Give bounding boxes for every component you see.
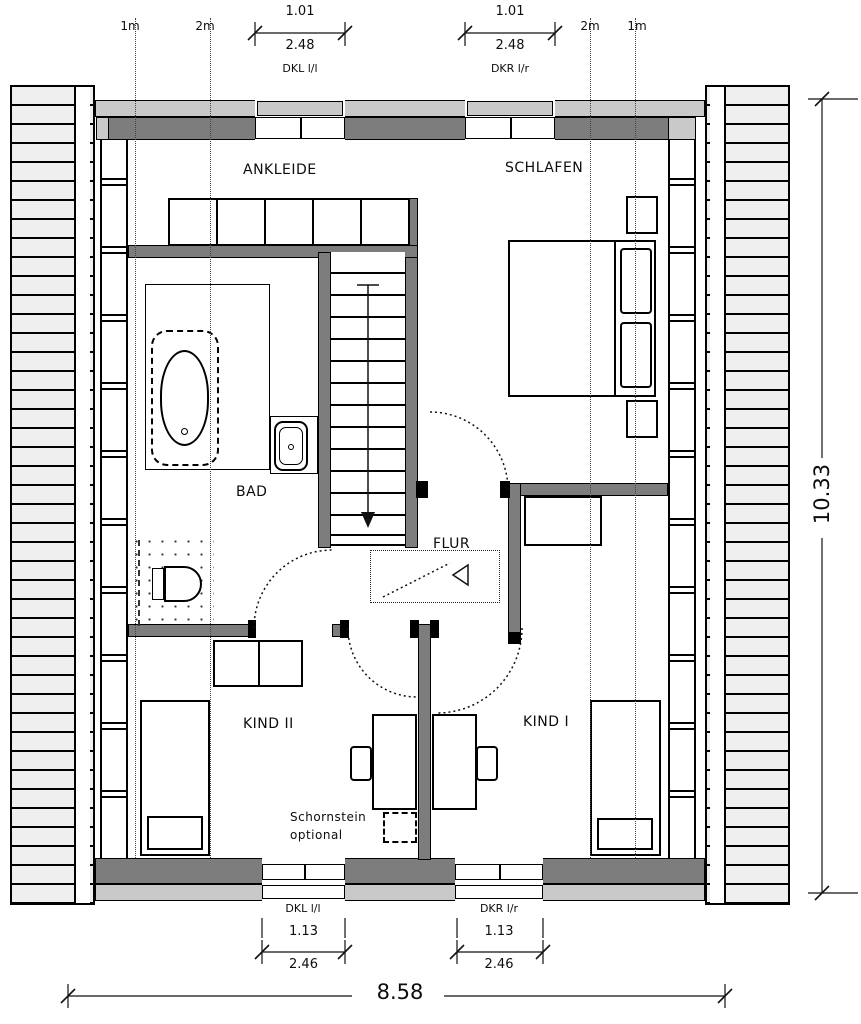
roof-gap-right [710,87,726,903]
dim-top-left-total: 2.48 [285,38,315,53]
wall-schlafen-kind1 [508,483,668,496]
dim-bottom-left-width: 1.13 [289,924,318,939]
desk-kind2 [372,714,417,810]
chimney-note-line1: Schornstein [290,810,367,824]
desk-kind1 [432,714,477,810]
window-top-right [465,100,555,140]
chair-kind1 [476,746,498,781]
nightstand [626,400,658,438]
wall-bad-kind2 [128,624,255,637]
knee-height-dashed-line [138,540,140,626]
height-line-1m-right [635,18,636,858]
door-post [248,620,256,638]
window-mullion [510,118,512,138]
flur-void-marker [370,550,500,603]
pillow-kind1 [597,818,653,850]
door-post [508,632,521,644]
room-label-ankleide: ANKLEIDE [243,162,317,178]
nightstand [626,196,658,234]
window-opening [455,864,543,880]
door-post [416,481,428,498]
bottom-wall-outer-band [95,884,705,901]
window-bottom-left [262,858,345,901]
bed-pillow [620,248,652,314]
toilet [164,566,202,602]
window-opening [262,864,345,880]
door-post [430,620,439,638]
top-wall-inner-band [108,117,678,140]
room-label-bad: BAD [236,484,268,500]
room-label-flur: FLUR [433,536,471,552]
top-wall-outer-band [95,100,705,117]
bathtub-drain-icon [181,428,188,435]
top-wall-corner-left [96,117,109,140]
roof-gap-left [74,87,90,903]
window-label-top-left: DKL l/l [282,62,318,75]
roof-hatch-left [10,85,95,905]
dim-top-left-width: 1.01 [285,4,315,19]
washbasin-drain-icon [288,444,294,450]
wall-flur-kind1 [508,483,521,641]
bottom-wall-inner-band [95,858,705,884]
room-label-schlafen: SCHLAFEN [505,160,584,176]
chimney-note-line2: optional [290,828,343,842]
height-marker-2m-right: 2m [580,19,600,33]
roof-hatch-right [705,85,790,905]
door-arc-kind2 [348,628,417,697]
stair-landing-edge [331,534,405,546]
staircase [331,252,405,536]
window-mullion [499,865,501,879]
wardrobe-cell [266,200,314,244]
knee-wall-right [668,118,696,858]
door-arc-schlafen [430,412,508,490]
window-opening [255,117,345,139]
window-label-top-right: DKR l/r [490,62,530,75]
toilet-tank [152,568,164,600]
wardrobe-cell [362,200,408,244]
window-top-left [255,100,345,140]
window-sill [257,101,343,116]
chair-kind2 [350,746,372,781]
door-post [410,620,419,638]
window-outer-line [262,885,345,899]
window-mullion [300,118,302,138]
room-label-kind2: KIND II [243,716,294,732]
wardrobe-divider [258,642,260,685]
bed-divider [614,242,616,395]
window-sill [467,101,553,116]
wall-stair-west [318,252,331,548]
wardrobe-cell [218,200,266,244]
window-outer-line [455,885,543,899]
height-line-1m-left [135,18,136,858]
window-opening [465,117,555,139]
chimney-optional-box [383,812,417,843]
height-marker-2m-left: 2m [195,19,215,33]
window-label-bottom-left: DKL l/l [285,902,321,915]
door-post [500,481,510,498]
top-wall-corner-right [668,117,696,140]
window-bottom-right [455,858,543,901]
dim-bottom-right-width: 1.13 [484,924,514,939]
dim-bottom-right-total: 2.46 [484,957,514,972]
bed-pillow [620,322,652,388]
dim-overall-width: 8.58 [356,980,444,1004]
wardrobe-row-ankleide [168,198,410,246]
height-marker-1m-right: 1m [627,19,647,33]
height-line-2m-right [590,18,591,858]
pillow-kind2 [147,816,203,850]
wardrobe-kind2 [213,640,303,687]
knee-wall-left [100,118,128,858]
height-marker-1m-left: 1m [120,19,140,33]
dim-bottom-left-total: 2.46 [289,957,318,972]
room-label-kind1: KIND I [523,714,570,730]
dim-top-right-width: 1.01 [495,4,525,19]
door-post [340,620,349,638]
wall-kind2-kind1 [418,624,431,860]
door-arc-bad [254,550,332,628]
window-label-bottom-right: DKR l/r [479,902,519,915]
dim-top-right-total: 2.48 [495,38,525,53]
height-line-2m-left [210,18,211,858]
window-mullion [304,865,306,879]
wardrobe-cell [314,200,362,244]
dim-overall-depth: 10.33 [810,463,834,525]
